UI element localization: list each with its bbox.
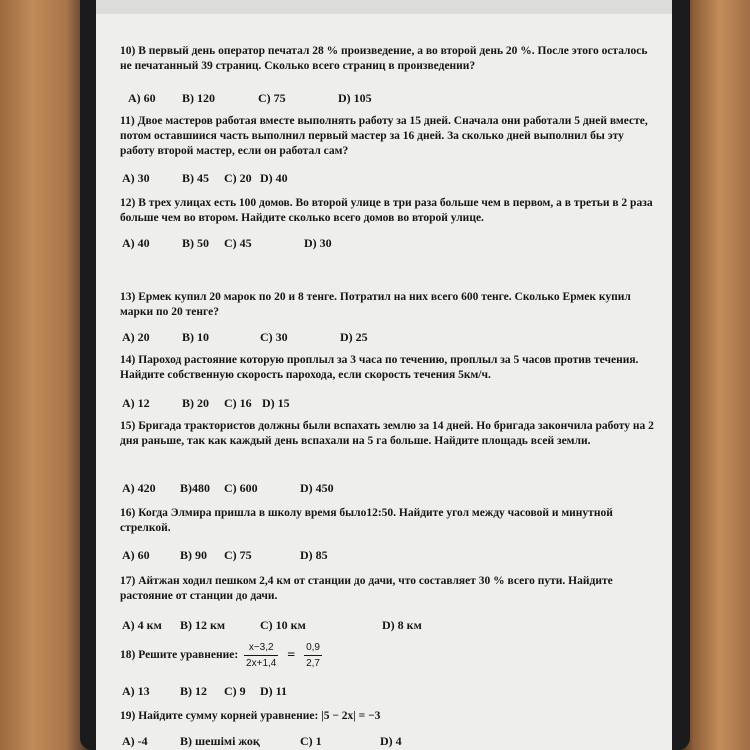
option-b: В) 45 <box>182 171 209 185</box>
options-10 <box>120 91 660 107</box>
fraction-left-numerator: x−3,2 <box>244 640 278 656</box>
option-c: С) 10 км <box>260 618 306 632</box>
equals-sign: = <box>287 648 296 663</box>
question-17: 17) Айтжан ходил пешком 2,4 км от станции до дачи, что составляет 30 % всего пути. Найдите растояние от станции до дачи. <box>120 575 613 602</box>
option-a: А) 420 <box>122 481 156 495</box>
question-14: 14) Пароход растояние которую проплыл за 3 часа по течению, проплыл за 5 часов против течения. Найдите собственную скорость парохода, если скорость течения 5км/ч. <box>120 354 639 381</box>
options-18 <box>120 684 660 700</box>
option-a: А) 13 <box>122 684 150 698</box>
phone-screen <box>96 0 672 750</box>
option-d: D) 15 <box>262 396 290 410</box>
options-14 <box>120 396 660 412</box>
option-b: В) 20 <box>182 396 209 410</box>
option-b: В) 50 <box>182 236 209 250</box>
options-19 <box>120 734 660 750</box>
option-b: В) 120 <box>182 91 215 105</box>
option-b: В) 12 <box>180 684 207 698</box>
option-a: А) 20 <box>122 330 150 344</box>
question-10: 10) В первый день оператор печатал 28 % произведение, а во второй день 20 %. После этого осталось не печатанный 39 страниц. Сколько всего страниц в произведении? <box>120 45 648 72</box>
question-19: 19) Найдите сумму корней уравнение: |5 − 2x| = −3 <box>120 710 381 722</box>
fraction-left <box>244 640 278 671</box>
option-c: С) 600 <box>224 481 258 495</box>
options-12 <box>120 236 660 252</box>
screen-top-bar <box>96 0 672 14</box>
option-c: С) 45 <box>224 236 252 250</box>
question-12: 12) В трех улицах есть 100 домов. Во второй улице в три раза больше чем в первом, а в третьи в 2 раза больше чем во втором. Найдите сколько всего домов во второй улице. <box>120 197 653 224</box>
option-a: А) 40 <box>122 236 150 250</box>
option-a: А) 60 <box>122 548 150 562</box>
option-b: В) шешімі жоқ <box>180 734 260 748</box>
question-16: 16) Когда Элмира пришла в школу время было12:50. Найдите угол между часовой и минутной стрелкой. <box>120 507 613 534</box>
option-b: В) 12 км <box>180 618 226 632</box>
option-c: С) 20 <box>224 171 252 185</box>
option-b: В) 90 <box>180 548 207 562</box>
test-document <box>96 36 672 750</box>
question-13: 13) Ермек купил 20 марок по 20 и 8 тенге. Потратил на них всего 600 тенге. Сколько Ермек купил марки по 20 тенге? <box>120 291 631 318</box>
fraction-right-denominator: 2,7 <box>306 658 320 669</box>
fraction-right <box>304 640 322 671</box>
option-d: D) 40 <box>260 171 288 185</box>
option-c: С) 1 <box>300 734 322 748</box>
fraction-left-denominator: 2x+1,4 <box>246 658 277 669</box>
option-a: А) 60 <box>128 91 156 105</box>
option-c: С) 9 <box>224 684 246 698</box>
option-c: С) 16 <box>224 396 252 410</box>
option-d: D) 450 <box>300 481 334 495</box>
option-d: D) 8 км <box>382 618 422 632</box>
option-d: D) 30 <box>304 236 332 250</box>
option-a: А) 4 км <box>122 618 162 632</box>
option-d: D) 11 <box>260 684 287 698</box>
option-b: В)480 <box>180 481 210 495</box>
option-c: С) 75 <box>258 91 286 105</box>
options-17 <box>120 618 660 634</box>
option-d: D) 105 <box>338 91 372 105</box>
option-c: С) 30 <box>260 330 288 344</box>
option-c: С) 75 <box>224 548 252 562</box>
option-b: В) 10 <box>182 330 209 344</box>
options-15 <box>120 481 660 497</box>
options-11 <box>120 171 660 187</box>
options-16 <box>120 548 660 564</box>
question-18-text: 18) Решите уравнение: <box>120 649 239 661</box>
options-13 <box>120 330 660 346</box>
question-15: 15) Бригада трактористов должны были вспахать землю за 14 дней. Но бригада закончила работу на 2 дня раньше, так как каждый день вспахали на 5 га больше. Найдите площадь всей земли. <box>120 420 654 447</box>
option-d: D) 85 <box>300 548 328 562</box>
fraction-right-numerator: 0,9 <box>304 640 322 656</box>
question-18 <box>120 640 660 671</box>
option-d: D) 25 <box>340 330 368 344</box>
question-11: 11) Двое мастеров работая вместе выполнять работу за 15 дней. Сначала они работали 5 дней вместе, потом оставшиися часть выполнил первый мастер за 16 дней. За сколько дней выполнил бы эту работу второй мастер, если он работал сам? <box>120 115 648 157</box>
option-a: А) 30 <box>122 171 150 185</box>
option-d: D) 4 <box>380 734 402 748</box>
option-a: А) -4 <box>122 734 148 748</box>
option-a: А) 12 <box>122 396 150 410</box>
